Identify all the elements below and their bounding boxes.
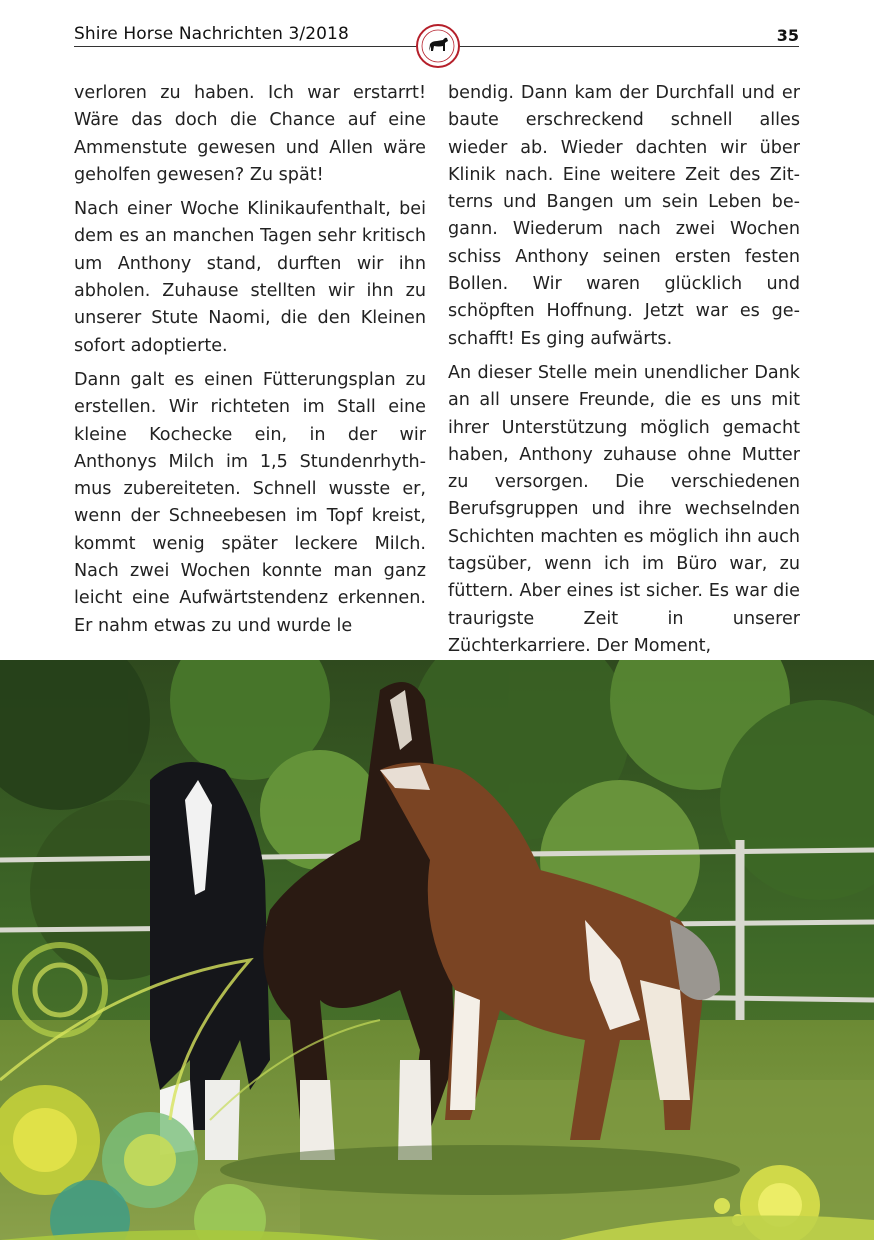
article-column-right — [448, 80, 800, 667]
horse-logo-icon — [416, 24, 460, 68]
paragraph: verloren zu haben. Ich war erstarrt! Wäre das doch die Chance auf eine Ammenstute gewesen und Allen wäre geholfen gewesen? Zu spät! — [74, 83, 426, 185]
paragraph: Dann galt es einen Fütterungsplan zu erstellen. Wir richteten im Stall eine kleine Kochecke ein, in der wir Anthonys Milch im 1,5 Stundenrhythmus zubereiteten. Schnell wusste er, wenn der Schneebesen im Topf kreist, kommt wenig später leckere Milch. Nach zwei Wochen konnte man ganz leicht eine Aufwärtstendenz erkennen. Er nahm etwas zu und wurde le — [74, 369, 426, 636]
paragraph: bendig. Dann kam der Durchfall und er baute erschreckend schnell alles wieder ab. Wieder dachten wir über Klinik nach. Eine weitere Zeit des Zitterns und Bangen um sein Leben begann. Wiederum nach zwei Wochen schiss Anthony seinen ersten festen Bollen. Wir waren glücklich und schöpften Hoffnung. Jetzt war es geschafft! Es ging aufwärts. — [448, 83, 800, 349]
magazine-title: Shire Horse Nachrichten 3/2018 — [74, 24, 349, 44]
page-number: 35 — [776, 26, 799, 45]
article-column-left — [74, 80, 426, 647]
horses-photo — [0, 660, 874, 1240]
paragraph: Nach einer Woche Klinikaufenthalt, bei dem es an manchen Tagen sehr kritisch um Anthony stand, durften wir ihn abholen. Zuhause stellten wir ihn zu unserer Stute Naomi, die den Kleinen sofort adoptierte. — [74, 199, 426, 356]
paragraph: An dieser Stelle mein unendlicher Dank an all unsere Freunde, die es uns mit ihrer Unterstützung möglich gemacht haben, Anthony zuhause ohne Mutter zu versorgen. Die verschiedenen Berufsgruppen und ihre wechselnden Schichten machten es möglich ihn auch tagsüber, wenn ich im Büro war, zu füttern. Aber eines ist sicher. Es war die traurigste Zeit in unserer Züchterkarriere. Der Moment, — [448, 362, 800, 656]
